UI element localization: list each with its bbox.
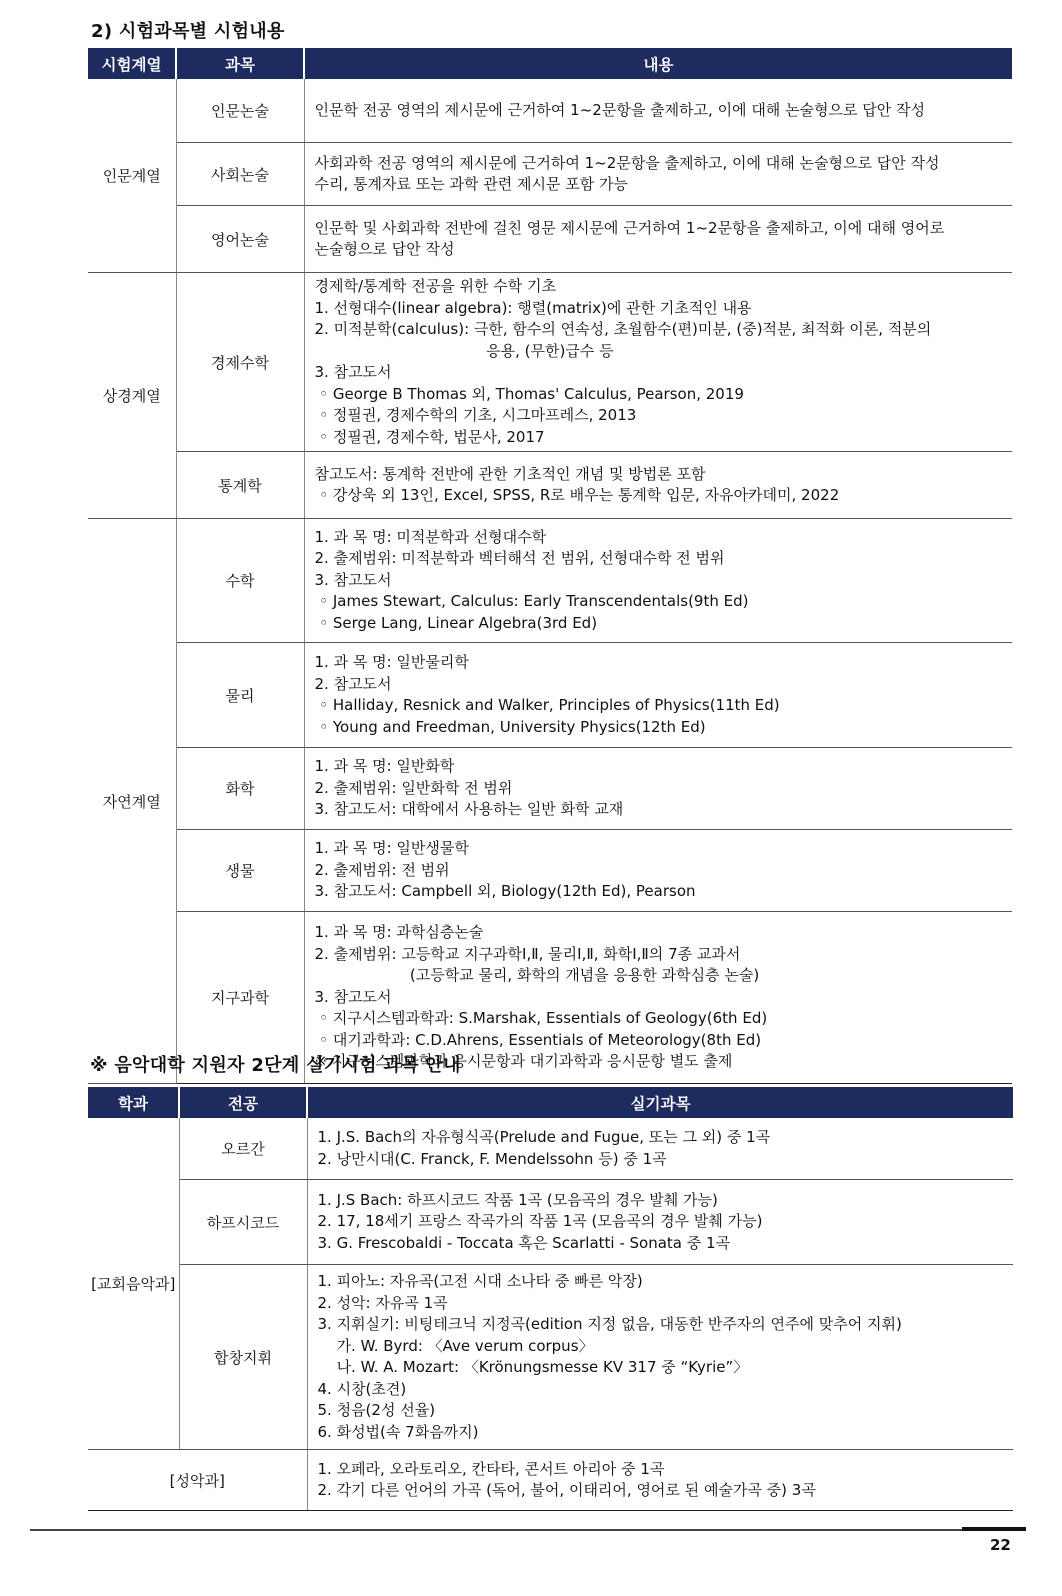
category-cell: 상경계열 [88,273,176,519]
table-row [88,1450,1013,1511]
table-row [88,452,1012,519]
department-cell: [성악과] [88,1450,307,1511]
content-line: 3. 참고도서: Campbell 외, Biology(12th Ed), Pearson [314,882,696,901]
footer-accent-bar [962,1527,1026,1531]
category-cell: 인문계열 [88,79,176,273]
header-practical-subjects: 실기과목 [307,1087,1013,1118]
content-line: ※ 지구시스템과학과 응시문항과 대기과학과 응시문항 별도 출제 [314,1052,733,1071]
page-number: 22 [990,1536,1011,1554]
subject-cell: 경제수학 [176,273,304,452]
content-cell [307,1180,1013,1265]
major-cell: 하프시코드 [179,1180,307,1265]
content-line: 3. 참고도서 [314,570,392,589]
content-line: 경제학/통계학 전공을 위한 수학 기초 [314,277,556,295]
content-line: 응용, (무한)급수 등 [314,341,614,360]
table-header-row [88,1087,1013,1118]
content-line: ◦ Serge Lang, Linear Algebra(3rd Ed) [314,613,598,632]
content-line: 1. 피아노: 자유곡(고전 시대 소나타 중 빠른 악장) [317,1272,643,1290]
content-cell [304,452,1012,519]
table-row [88,1265,1013,1450]
subject-cell: 인문논술 [176,79,304,143]
subject-cell: 지구과학 [176,912,304,1084]
content-cell [304,643,1012,748]
content-line: ◦ 대기과학과: C.D.Ahrens, Essentials of Meteorology(8th Ed) [314,1030,762,1049]
content-line: ◦ 정필권, 경제수학, 법문사, 2017 [314,427,545,446]
content-line: 2. 17, 18세기 프랑스 작곡가의 작품 1곡 (모음곡의 경우 발췌 가능) [317,1212,763,1231]
table-row [88,1180,1013,1265]
subject-cell: 생물 [176,830,304,912]
header-subject: 과목 [176,48,304,79]
header-category: 시험계열 [88,48,176,79]
content-line: 1. 과 목 명: 일반생물학 [314,839,469,858]
content-line: ◦ 정필권, 경제수학의 기초, 시그마프레스, 2013 [314,406,637,424]
major-cell: 합창지휘 [179,1265,307,1450]
content-line: 논술형으로 답안 작성 [314,240,455,258]
content-cell [304,79,1012,143]
content-line: 수리, 통계자료 또는 과학 관련 제시문 포함 가능 [314,175,628,193]
content-line: 참고도서: 통계학 전반에 관한 기초적인 개념 및 방법론 포함 [314,464,706,483]
table-row [88,748,1012,830]
content-line: 인문학 및 사회과학 전반에 걸친 영문 제시문에 근거하여 1~2문항을 출제하고, 이에 대해 영어로 [314,218,945,237]
content-cell [304,519,1012,643]
content-line: 가. W. Byrd: 〈Ave verum corpus〉 [317,1336,594,1355]
content-line: 5. 청음(2성 선율) [317,1401,436,1419]
content-line: 1. 오페라, 오라토리오, 칸타타, 콘서트 아리아 중 1곡 [317,1459,665,1478]
content-line: 2. 출제범위: 미적분학과 벡터해석 전 범위, 선형대수학 전 범위 [314,549,725,568]
music-practical-table [88,1087,1013,1511]
content-cell [307,1118,1013,1180]
content-line: ◦ George B Thomas 외, Thomas' Calculus, Pearson, 2019 [314,384,744,403]
content-cell [307,1265,1013,1450]
table-row [88,643,1012,748]
content-line: 2. 성악: 자유곡 1곡 [317,1293,448,1312]
subject-cell: 수학 [176,519,304,643]
department-cell: [교회음악과] [88,1118,179,1450]
content-line: 1. 과 목 명: 일반화학 [314,757,455,776]
subject-cell: 물리 [176,643,304,748]
content-line: 6. 화성법(속 7화음까지) [317,1422,479,1441]
content-line: 1. 선형대수(linear algebra): 행렬(matrix)에 관한 기초적인 내용 [314,298,752,317]
table-row [88,143,1012,206]
subject-cell: 통계학 [176,452,304,519]
table-row [88,519,1012,643]
content-line: 3. 참고도서 [314,363,392,381]
content-line: ◦ James Stewart, Calculus: Early Transcendentals(9th Ed) [314,592,749,611]
section-heading-exam-content: 2) 시험과목별 시험내용 [91,21,285,42]
content-line: 1. J.S Bach: 하프시코드 작품 1곡 (모음곡의 경우 발췌 가능) [317,1190,718,1209]
content-line: 2. 각기 다른 언어의 가곡 (독어, 불어, 이태리어, 영어로 된 예술가곡 중) 3곡 [317,1481,816,1499]
content-line: 4. 시창(초견) [317,1379,407,1398]
content-line: ◦ Halliday, Resnick and Walker, Principles of Physics(11th Ed) [314,696,780,714]
content-line: ◦ 지구시스템과학과: S.Marshak, Essentials of Geology(6th Ed) [314,1009,768,1028]
content-cell [304,143,1012,206]
content-line: 2. 참고도서 [314,674,392,693]
content-line: 1. 과 목 명: 과학심층논술 [314,923,484,942]
content-cell [304,206,1012,273]
table-header-row [88,48,1012,79]
table-row [88,79,1012,143]
content-line: 3. 참고도서 [314,987,392,1006]
subject-cell: 화학 [176,748,304,830]
content-line: 인문학 전공 영역의 제시문에 근거하여 1~2문항을 출제하고, 이에 대해 논술형으로 답안 작성 [314,100,926,119]
content-line: 1. J.S. Bach의 자유형식곡(Prelude and Fugue, 또는 그 외) 중 1곡 [317,1128,771,1146]
content-cell [307,1450,1013,1511]
section-heading-music-practical: ※ 음악대학 지원자 2단계 실기시험 과목 안내 [90,1055,461,1076]
content-cell [304,830,1012,912]
exam-content-table [88,48,1012,1084]
content-line: ◦ Young and Freedman, University Physics(12th Ed) [314,717,706,736]
content-line: 2. 출제범위: 일반화학 전 범위 [314,778,513,797]
content-line: 3. 지휘실기: 비팅테크닉 지정곡(edition 지정 없음, 대동한 반주자의 연주에 맞추어 지휘) [317,1315,902,1333]
major-cell: 오르간 [179,1118,307,1180]
table-row [88,273,1012,452]
content-line: 나. W. A. Mozart: 〈Krönungsmesse KV 317 중 “Kyrie”〉 [317,1358,749,1376]
content-line: 2. 출제범위: 전 범위 [314,860,450,879]
content-line: 1. 과 목 명: 미적분학과 선형대수학 [314,527,547,546]
subject-cell: 사회논술 [176,143,304,206]
header-content: 내용 [304,48,1012,79]
subject-cell: 영어논술 [176,206,304,273]
content-cell [304,273,1012,452]
content-cell [304,748,1012,830]
table-row [88,1118,1013,1180]
content-line: 사회과학 전공 영역의 제시문에 근거하여 1~2문항을 출제하고, 이에 대해 논술형으로 답안 작성 [314,153,940,172]
content-line: 3. 참고도서: 대학에서 사용하는 일반 화학 교재 [314,800,624,819]
content-line: 3. G. Frescobaldi - Toccata 혹은 Scarlatti - Sonata 중 1곡 [317,1233,731,1252]
content-line: 1. 과 목 명: 일반물리학 [314,653,469,671]
content-line: 2. 낭만시대(C. Franck, F. Mendelssohn 등) 중 1곡 [317,1149,667,1168]
content-line: (고등학교 물리, 화학의 개념을 응용한 과학심층 논술) [314,966,760,985]
category-cell: 자연계열 [88,519,176,1084]
content-line: 2. 출제범위: 고등학교 지구과학Ⅰ,Ⅱ, 물리Ⅰ,Ⅱ, 화학Ⅰ,Ⅱ의 7종 교과서 [314,944,741,963]
header-major: 전공 [179,1087,307,1118]
table-row [88,830,1012,912]
header-department: 학과 [88,1087,179,1118]
content-line: ◦ 강상욱 외 13인, Excel, SPSS, R로 배우는 통계학 입문, 자유아카데미, 2022 [314,486,840,504]
content-line: 2. 미적분학(calculus): 극한, 함수의 연속성, 초월함수(편)미분, (중)적분, 최적화 이론, 적분의 [314,320,932,338]
table-row [88,206,1012,273]
footer-rule [30,1529,1024,1531]
